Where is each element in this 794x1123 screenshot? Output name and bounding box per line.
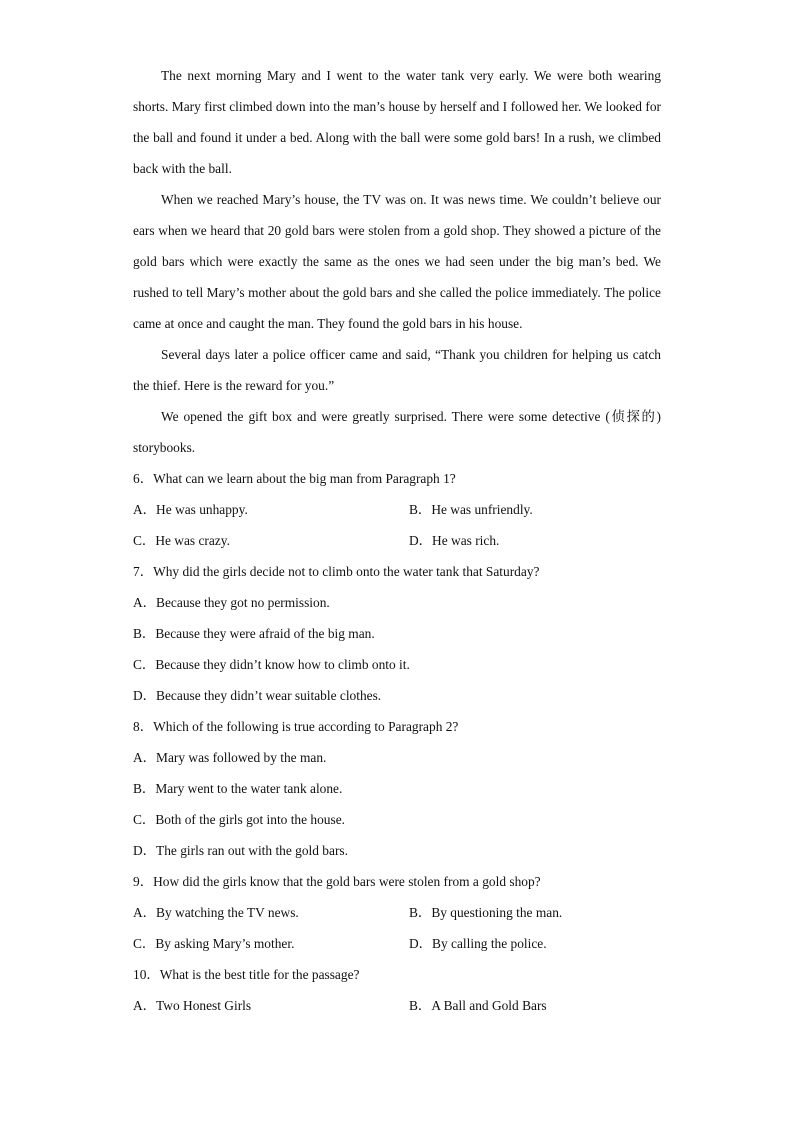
question-10-option-b: B．A Ball and Gold Bars bbox=[409, 998, 547, 1013]
question-10-option-a: A．Two Honest Girls bbox=[133, 998, 252, 1013]
question-9-options-row-2 bbox=[133, 928, 661, 959]
question-6-stem: 6．What can we learn about the big man from Paragraph 1? bbox=[133, 471, 456, 486]
question-7-option-c: C．Because they didn’t know how to climb onto it. bbox=[133, 657, 410, 672]
question-7-stem: 7．Why did the girls decide not to climb onto the water tank that Saturday? bbox=[133, 564, 540, 579]
passage-paragraph-2: When we reached Mary’s house, the TV was on. It was news time. We couldn’t believe our ears when we heard that 20 gold bars were stolen from a gold shop. They showed a picture of the gold bars which were exactly the same as the ones we had seen under the big man’s bed. We rushed to tell Mary’s mother about the gold bars and she called the police immediately. The police came at once and caught the man. They found the gold bars in his house. bbox=[133, 192, 661, 331]
question-6-option-b: B．He was unfriendly. bbox=[409, 502, 533, 517]
question-10-options-row-1 bbox=[133, 990, 661, 1021]
question-6-option-d: D．He was rich. bbox=[409, 533, 500, 548]
question-9-option-c: C．By asking Mary’s mother. bbox=[133, 936, 295, 951]
question-6-option-c: C．He was crazy. bbox=[133, 533, 230, 548]
question-8-option-a: A．Mary was followed by the man. bbox=[133, 750, 327, 765]
question-7-option-a: A．Because they got no permission. bbox=[133, 595, 330, 610]
question-7-option-b: B．Because they were afraid of the big man. bbox=[133, 626, 375, 641]
question-6-option-a: A．He was unhappy. bbox=[133, 502, 248, 517]
question-10-stem: 10．What is the best title for the passage? bbox=[133, 967, 360, 982]
question-9-stem: 9．How did the girls know that the gold bars were stolen from a gold shop? bbox=[133, 874, 541, 889]
question-9-option-a: A．By watching the TV news. bbox=[133, 905, 299, 920]
question-8-option-b: B．Mary went to the water tank alone. bbox=[133, 781, 343, 796]
question-7-option-d: D．Because they didn’t wear suitable clothes. bbox=[133, 688, 382, 703]
document-page bbox=[133, 60, 661, 1021]
passage-paragraph-1: The next morning Mary and I went to the water tank very early. We were both wearing shorts. Mary first climbed down into the man’s house by herself and I followed her. We looked for the ball and found it under a bed. Along with the ball were some gold bars! In a rush, we climbed back with the ball. bbox=[133, 68, 661, 176]
passage-paragraph-4: We opened the gift box and were greatly surprised. There were some detective (侦探的) storybooks. bbox=[133, 409, 661, 455]
question-9-option-d: D．By calling the police. bbox=[409, 936, 547, 951]
question-9-options-row-1 bbox=[133, 897, 661, 928]
question-8-option-c: C．Both of the girls got into the house. bbox=[133, 812, 346, 827]
question-6-options-row-1 bbox=[133, 494, 661, 525]
passage-paragraph-3: Several days later a police officer came and said, “Thank you children for helping us catch the thief. Here is the reward for you.” bbox=[133, 347, 661, 393]
question-8-stem: 8．Which of the following is true according to Paragraph 2? bbox=[133, 719, 459, 734]
question-6-options-row-2 bbox=[133, 525, 661, 556]
question-9-option-b: B．By questioning the man. bbox=[409, 905, 563, 920]
question-8-option-d: D．The girls ran out with the gold bars. bbox=[133, 843, 348, 858]
